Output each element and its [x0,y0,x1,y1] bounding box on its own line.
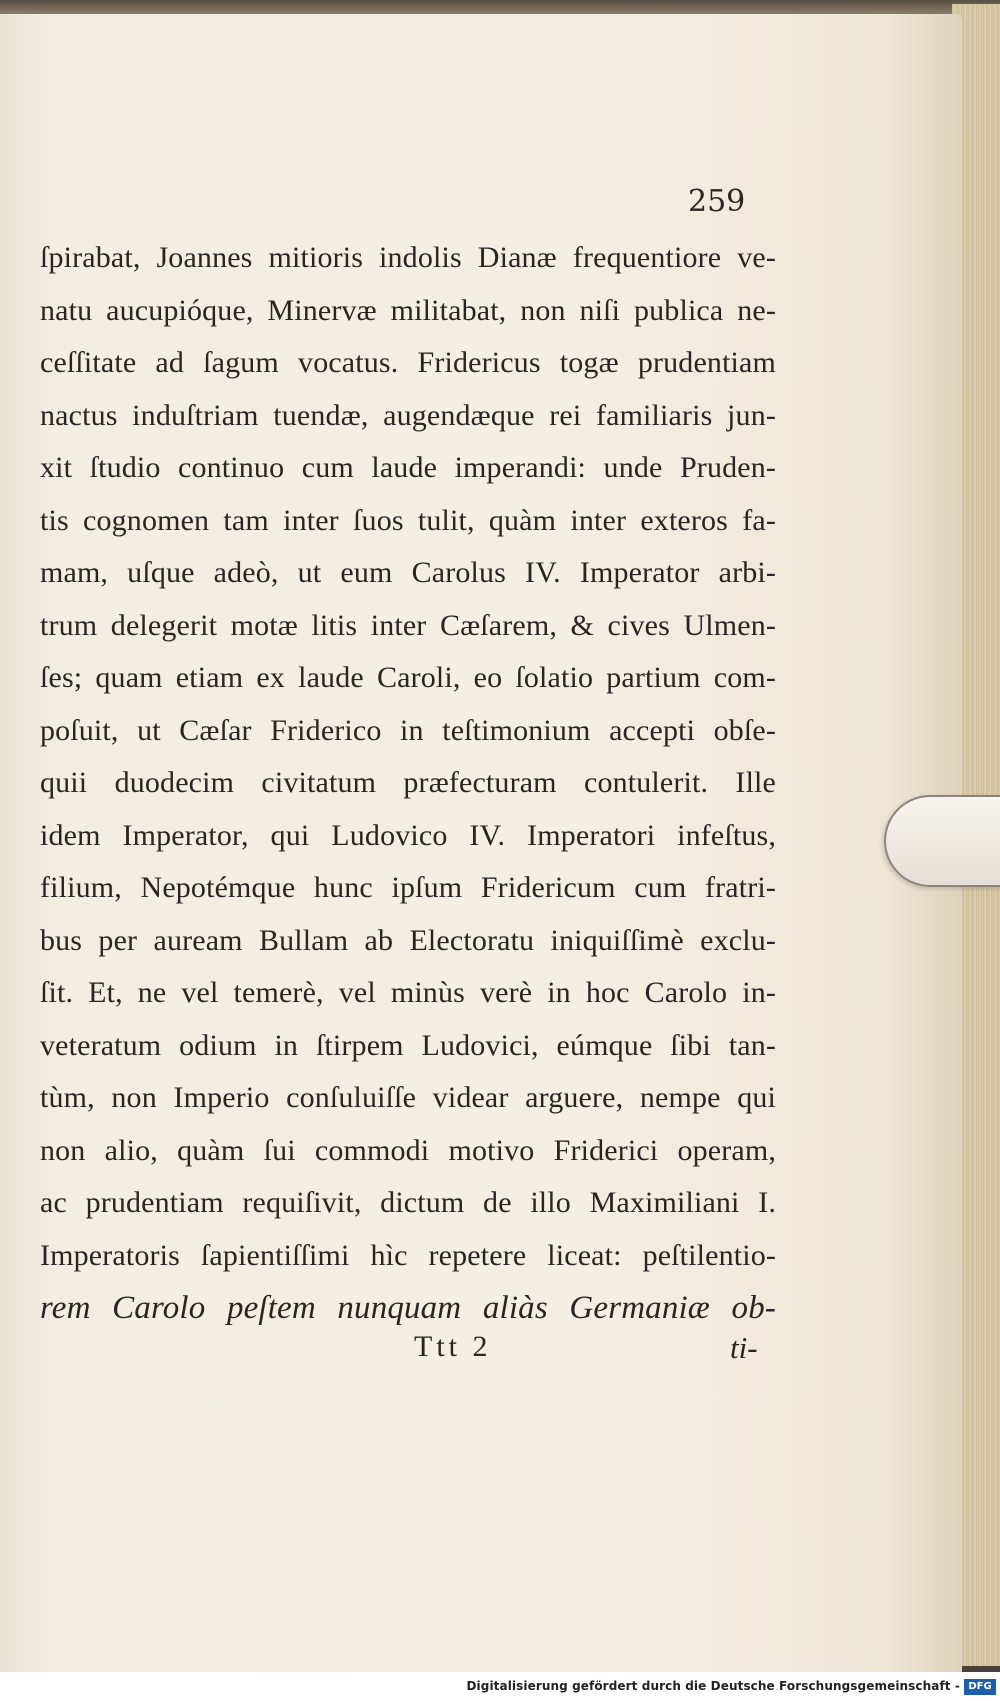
dfg-logo: DFG [964,1679,996,1695]
text-line: non alio, quàm ſui commodi motivo Friderici operam, [40,1133,776,1167]
text-line: idem Imperator, qui Ludovico IV. Imperatori infeſtus, [40,818,776,852]
text-line: ſes; quam etiam ex laude Caroli, eo ſolatio partium com- [40,661,776,694]
body-text [40,232,776,1335]
text-line: veteratum odium in ſtirpem Ludovici, eúmque ſibi tan- [40,1028,776,1062]
text-line: ſit. Et, ne vel temerè, vel minùs verè in hoc Carolo in- [40,976,776,1009]
page-number: 259 [688,184,746,219]
text-line: tis cognomen tam inter ſuos tulit, quàm inter exteros fa- [40,503,776,537]
text-line: poſuit, ut Cæſar Friderico in teſtimonium accepti obſe- [40,713,776,747]
text-line: natu aucupióque, Minervæ militabat, non niſi publica ne- [40,293,776,327]
text-line: quii duodecim civitatum præfecturam contulerit. Ille [40,766,776,799]
text-line: bus per auream Bullam ab Electoratu iniquiſſimè exclu- [40,923,776,957]
text-line: ſpirabat, Joannes mitioris indolis Dianæ frequentiore ve- [40,241,776,274]
text-line: ceſſitate ad ſagum vocatus. Fridericus togæ prudentiam [40,346,776,379]
book-top-edge [0,0,1000,14]
text-line: trum delegerit motæ litis inter Cæſarem, & cives Ulmen- [40,608,776,642]
text-line: mam, uſque adeò, ut eum Carolus IV. Imperator arbi- [40,556,776,589]
text-line: xit ſtudio continuo cum laude imperandi: unde Pruden- [40,451,776,484]
text-line: nactus induſtriam tuendæ, augendæque rei familiaris jun- [40,398,776,432]
page-footer-marks [40,1330,776,1374]
text-line: rem Carolo peſtem nunquam aliàs Germaniæ ob- [40,1290,776,1326]
catchword: ti- [730,1330,758,1365]
text-line: filium, Nepotémque hunc ipſum Fridericum cum fratri- [40,871,776,904]
digitization-credit: Digitalisierung gefördert durch die Deutsche Forschungsgemeinschaft - [466,1679,960,1693]
signature-mark: Ttt 2 [414,1330,492,1363]
text-line: ac prudentiam requiſivit, dictum de illo Maximiliani I. [40,1186,776,1219]
text-line: Imperatoris ſapientiſſimi hìc repetere liceat: peſtilentio- [40,1238,776,1272]
text-line: tùm, non Imperio conſuluiſſe videar arguere, nempe qui [40,1081,776,1114]
bookmark-tab [884,795,1000,887]
